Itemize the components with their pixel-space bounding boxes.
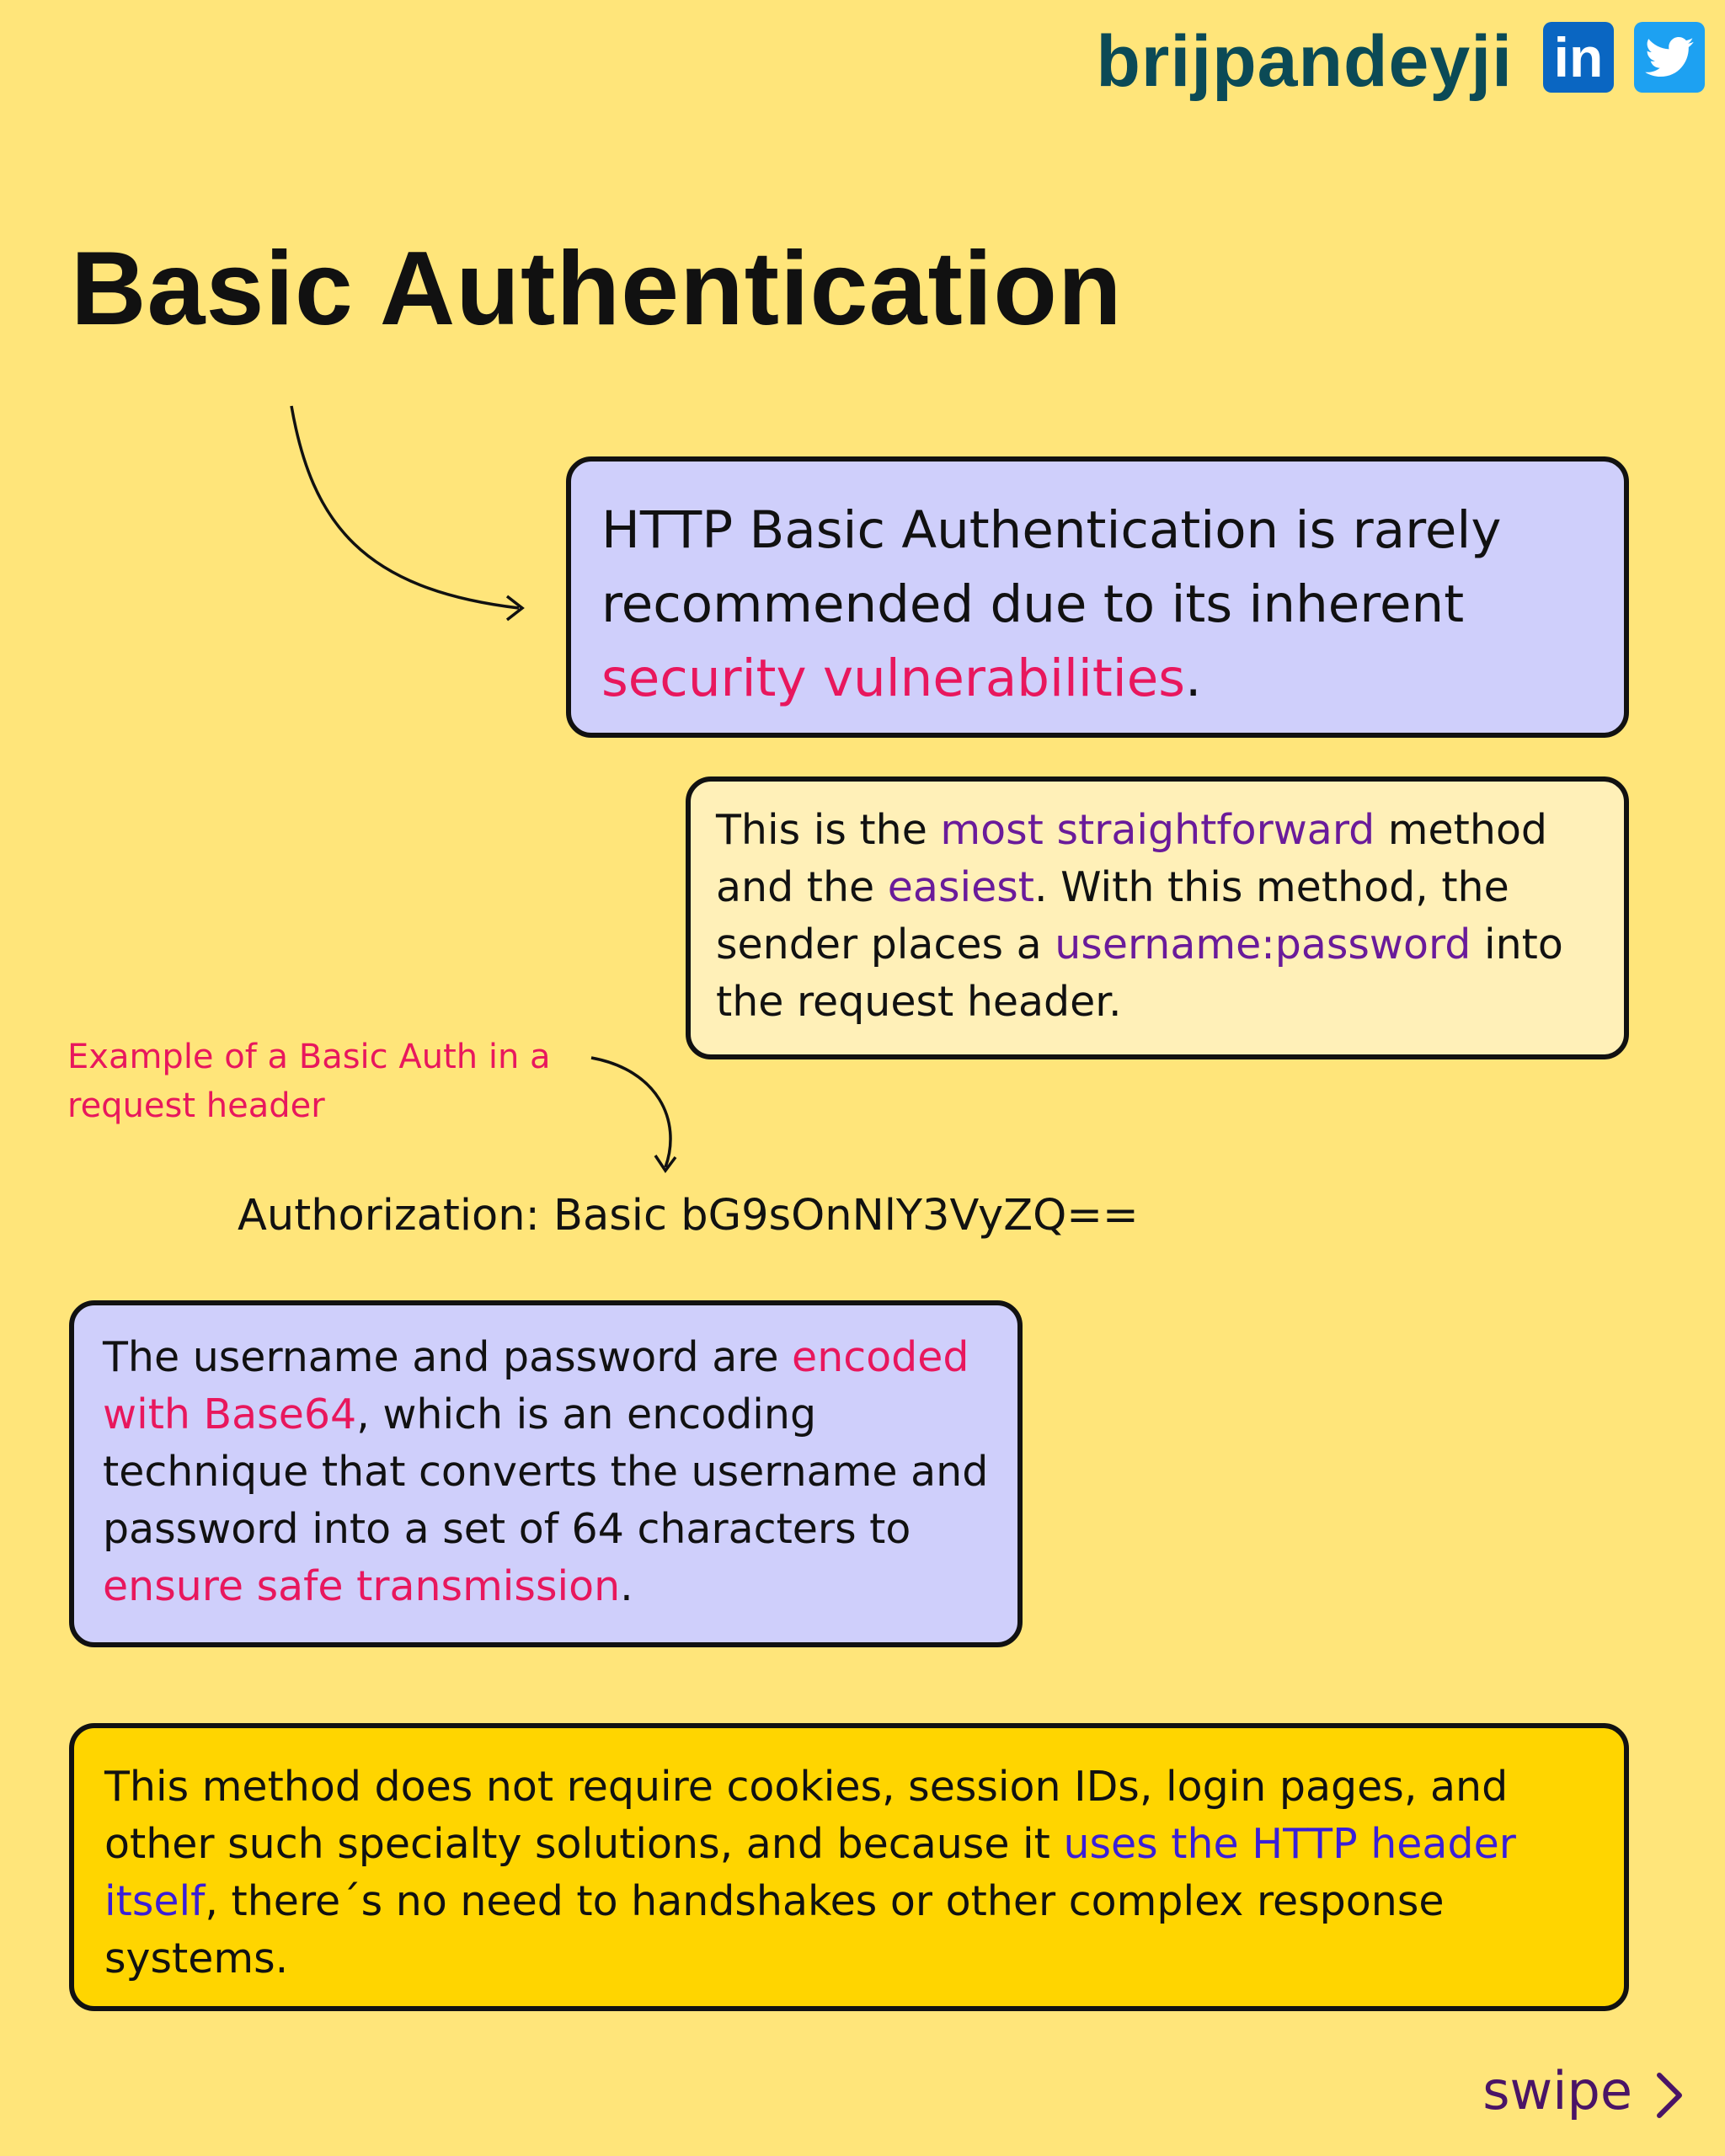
encoding-text-c: . (620, 1562, 633, 1610)
method-card (686, 776, 1629, 1059)
encoding-highlight-1: encoded with Base64 (103, 1333, 969, 1438)
encoding-text-b: , which is an encoding technique that converts the username and password into a set of 64 characters to (103, 1390, 989, 1553)
method-text-a: This is the (716, 806, 941, 854)
page-title: Basic Authentication (71, 231, 1123, 347)
intro-highlight: security vulnerabilities (601, 648, 1186, 708)
brand-handle: brijpandeyji (1096, 21, 1513, 102)
method-highlight-2: easiest (887, 863, 1034, 911)
method-text-b: method and the (716, 806, 1548, 911)
summary-text-b: , there´s no need to handshakes or other complex response systems. (104, 1877, 1445, 1983)
method-highlight-1: most straightforward (940, 806, 1375, 854)
chevron-right-icon[interactable] (1653, 2070, 1686, 2121)
encoding-highlight-2: ensure safe transmission (103, 1562, 621, 1610)
method-text-d: into the request header. (716, 921, 1563, 1026)
encoding-text-a: The username and password are (103, 1333, 793, 1381)
example-annotation: Example of a Basic Auth in a request header (67, 1038, 551, 1125)
method-highlight-3: username:password (1055, 921, 1471, 969)
linkedin-glyph: in (1553, 26, 1604, 88)
authorization-header-example: Authorization: Basic bG9sOnNlY3VyZQ== (238, 1191, 1139, 1241)
intro-text-b: . (1185, 648, 1202, 708)
encoding-card (69, 1300, 1023, 1647)
intro-card (566, 456, 1629, 738)
swipe-button[interactable]: swipe (1482, 2060, 1632, 2121)
summary-card (69, 1723, 1629, 2011)
intro-text-a: HTTP Basic Authentication is rarely recommended due to its inherent (601, 500, 1502, 634)
summary-highlight: uses the HTTP header itself (104, 1820, 1516, 1925)
summary-text-a: This method does not require cookies, session IDs, login pages, and other such specialty solutions, and because it (104, 1763, 1509, 1868)
method-text-c: . With this method, the sender places a (716, 863, 1509, 969)
